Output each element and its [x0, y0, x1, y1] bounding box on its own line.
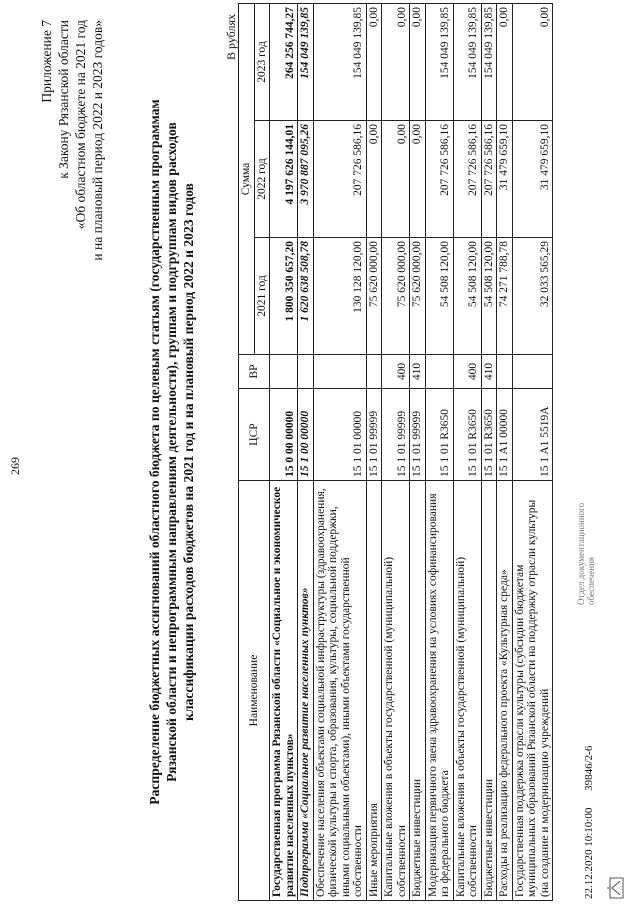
cell-v2023: 0,00	[512, 3, 553, 120]
appendix-line: Приложение 7	[39, 20, 54, 103]
cell-v2023: 154 049 139,85	[481, 3, 497, 120]
table-row	[425, 3, 453, 900]
cell-vr: 400	[382, 355, 410, 389]
cell-v2021: 54 508 120,00	[453, 238, 481, 355]
cell-vr	[270, 355, 298, 389]
table-row	[512, 3, 553, 900]
cell-v2023: 0,00	[366, 3, 382, 120]
table-row	[298, 3, 314, 900]
cell-csr: 15 1 A1 00000	[497, 389, 513, 481]
cell-vr	[313, 355, 366, 389]
cell-v2021: 75 620 000,00	[382, 238, 410, 355]
stamp-line: обеспечения	[586, 556, 596, 605]
cell-name: Государственная программа Рязанской области «Социальное и экономическое развитие населенных пунктов»	[270, 481, 298, 901]
document-title	[146, 7, 197, 897]
cell-v2022: 207 726 586,16	[313, 121, 366, 238]
appendix-line: и на плановый период 2022 и 2023 годов»	[90, 20, 105, 261]
cell-v2022: 0,00	[366, 121, 382, 238]
cell-v2023: 0,00	[382, 3, 410, 120]
cell-v2022: 4 197 626 144,01	[270, 121, 298, 238]
header-sum: Сумма	[239, 3, 255, 354]
cell-v2023: 0,00	[497, 3, 513, 120]
cell-csr: 15 1 01 R3650	[453, 389, 481, 481]
table-row	[453, 3, 481, 900]
cell-name: Бюджетные инвестиции	[481, 481, 497, 901]
cell-v2023: 0,00	[410, 3, 426, 120]
table-row	[410, 3, 426, 900]
table-row	[366, 3, 382, 900]
header-name: Наименование	[239, 481, 270, 901]
cell-v2022: 0,00	[382, 121, 410, 238]
cell-v2023: 264 256 744,27	[270, 3, 298, 120]
cell-name: Бюджетные инвестиции	[410, 481, 426, 901]
page-number: 269	[8, 457, 22, 475]
table-row	[313, 3, 366, 900]
cell-v2021: 54 508 120,00	[425, 238, 453, 355]
header-vr: ВР	[239, 355, 270, 389]
cell-v2022: 0,00	[410, 121, 426, 238]
appendix-line: к Закону Рязанской области	[56, 20, 71, 179]
appendix-line: «Об областном бюджете на 2021 год	[73, 20, 88, 230]
cell-name: Подпрограмма «Социальное развитие населенных пунктов»	[298, 481, 314, 901]
stamp-line: Отдел документационного	[576, 502, 586, 605]
cell-csr: 15 1 01 99999	[382, 389, 410, 481]
budget-table	[238, 3, 553, 901]
header-csr: ЦСР	[239, 389, 270, 481]
cell-csr: 15 1 01 R3650	[481, 389, 497, 481]
cell-name: Расходы на реализацию федерального проекта «Культурная среда»	[497, 481, 513, 901]
cell-v2022: 207 726 586,16	[481, 121, 497, 238]
cell-v2022: 31 479 659,10	[512, 121, 553, 238]
department-stamp	[576, 503, 596, 605]
header-2022: 2022 год	[254, 121, 270, 238]
cell-vr	[425, 355, 453, 389]
cell-csr: 15 1 01 99999	[410, 389, 426, 481]
cell-v2021: 1 620 638 508,78	[298, 238, 314, 355]
table-row	[382, 3, 410, 900]
cell-csr: 15 1 A1 5519A	[512, 389, 553, 481]
cell-name: Обеспечение населения объектами социальной инфраструктуры (здравоохранения, физической культуры и спорта, образования, культуры, социальной поддержки, иными социальными объектами), иными объектами государственной собственности	[313, 481, 366, 901]
title-line: классификации расходов бюджетов на 2021 год и на плановый период 2022 и 2023 годов	[181, 183, 196, 721]
cell-csr: 15 1 01 99999	[366, 389, 382, 481]
cell-v2022: 207 726 586,16	[453, 121, 481, 238]
cell-vr	[497, 355, 513, 389]
cell-v2022: 31 479 659,10	[497, 121, 513, 238]
cell-v2023: 154 049 139,85	[313, 3, 366, 120]
cell-name: Модернизация первичного звена здравоохранения на условиях софинансирования из федерального бюджета	[425, 481, 453, 901]
table-row	[497, 3, 513, 900]
cell-name: Капитальные вложения в объекты государственной (муниципальной) собственности	[453, 481, 481, 901]
title-line: Распределение бюджетных ассигнований областного бюджета по целевым статьям (государственным программам	[147, 99, 162, 805]
cell-vr	[512, 355, 553, 389]
cell-csr: 15 1 00 00000	[298, 389, 314, 481]
footer	[583, 732, 595, 899]
cell-v2021: 130 128 120,00	[313, 238, 366, 355]
cell-v2021: 32 033 565,29	[512, 238, 553, 355]
header-row	[239, 3, 255, 900]
table-row	[270, 3, 298, 900]
footer-doc-number: 39846/2-6	[583, 745, 595, 791]
cell-v2023: 154 049 139,85	[298, 3, 314, 120]
cell-csr: 15 1 01 00000	[313, 389, 366, 481]
cell-csr: 15 0 00 00000	[270, 389, 298, 481]
header-2021: 2021 год	[254, 238, 270, 355]
cell-name: Капитальные вложения в объекты государственной (муниципальной) собственности	[382, 481, 410, 901]
cell-v2021: 74 271 788,78	[497, 238, 513, 355]
cell-v2021: 54 508 120,00	[481, 238, 497, 355]
header-2023: 2023 год	[254, 3, 270, 120]
cell-v2023: 154 049 139,85	[453, 3, 481, 120]
cell-vr: 410	[410, 355, 426, 389]
cell-v2023: 154 049 139,85	[425, 3, 453, 120]
cell-name: Иные мероприятия	[366, 481, 382, 901]
cell-v2021: 1 800 350 657,20	[270, 238, 298, 355]
emblem-icon	[606, 875, 626, 901]
appendix-header	[38, 20, 106, 261]
table-row	[481, 3, 497, 900]
cell-name: Государственная поддержка отрасли культуры (субсидии бюджетам муниципальных образований Рязанской области на поддержку отрасли культуры (на создание и модернизацию учреждений	[512, 481, 553, 901]
cell-vr: 410	[481, 355, 497, 389]
cell-v2022: 3 970 887 095,26	[298, 121, 314, 238]
cell-vr: 400	[453, 355, 481, 389]
cell-csr: 15 1 01 R3650	[425, 389, 453, 481]
footer-date: 22.12.2020 10:10:00	[583, 807, 595, 899]
cell-v2022: 207 726 586,16	[425, 121, 453, 238]
cell-vr	[366, 355, 382, 389]
unit-label: В рублях	[224, 14, 238, 61]
title-line: Рязанской области и непрограммным направлениям деятельности), группам и подгруппам видов расходов	[164, 122, 179, 782]
cell-vr	[298, 355, 314, 389]
cell-v2021: 75 620 000,00	[410, 238, 426, 355]
cell-v2021: 75 620 000,00	[366, 238, 382, 355]
